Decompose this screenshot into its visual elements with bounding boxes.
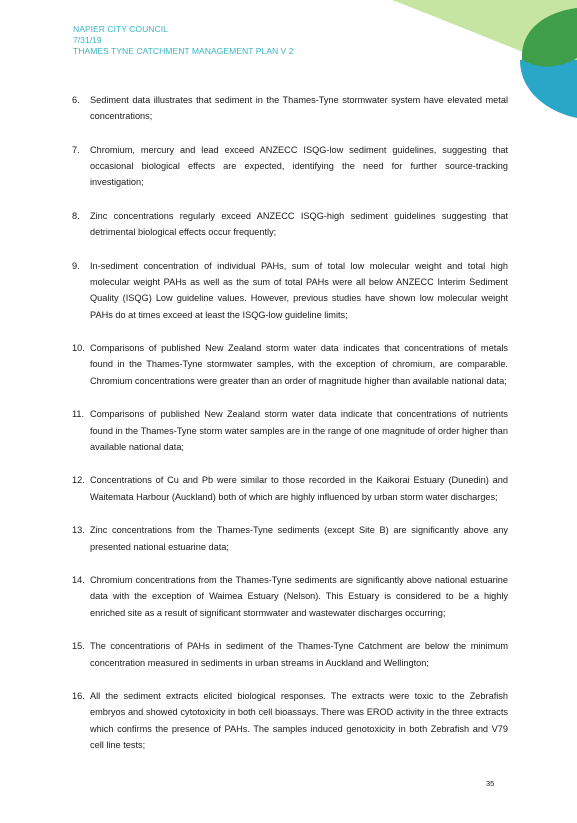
item-number: 14.	[72, 575, 85, 586]
item-text: Zinc concentrations from the Thames-Tyne sediments (except Site B) are significantly above any presented national estuarine data;	[90, 525, 508, 552]
item-text: Chromium concentrations from the Thames-Tyne sediments are significantly above national estuarine data with the exception of Waimea Estuary (Nelson). This Estuary is considered to be a highly enriched site as a result of significant stormwater and wastewater discharges occurring;	[90, 575, 508, 618]
document-title: THAMES TYNE CATCHMENT MANAGEMENT PLAN V 2	[73, 46, 294, 56]
blue-shape	[520, 58, 577, 118]
item-text: Comparisons of published New Zealand storm water data indicate that concentrations of nutrients found in the Thames-Tyne storm water samples are in the range of one magnitude of order higher than available national data;	[90, 409, 508, 452]
list-item	[72, 522, 508, 554]
light-green-shape	[392, 0, 577, 72]
list-item	[72, 258, 508, 323]
item-text: Sediment data illustrates that sediment in the Thames-Tyne stormwater system have elevated metal concentrations;	[90, 95, 508, 122]
org-name: NAPIER CITY COUNCIL	[73, 24, 168, 34]
item-number: 11.	[72, 409, 85, 420]
item-text: In-sediment concentration of individual PAHs, sum of total low molecular weight and total high molecular weight PAHs as well as the sum of total PAHs were all below ANZECC Interim Sediment Quality (ISQG) Low guideline values. However, previous studies have shown low molecular weight PAHs do at times exceed at least the ISQG-low guideline limits;	[90, 260, 508, 320]
document-header	[73, 24, 293, 57]
item-text: Comparisons of published New Zealand storm water data indicates that concentrations of metals found in the Thames-Tyne stormwater samples, with the exception of chromium, are comparable. Chromium concentrations were greater than an order of magnitude higher than available national data;	[90, 343, 508, 386]
list-item	[72, 472, 508, 504]
list-item	[72, 688, 508, 753]
item-number: 6.	[72, 95, 80, 105]
item-number: 15.	[72, 641, 85, 652]
document-date: 7/31/19	[73, 35, 102, 45]
item-number: 16.	[72, 691, 85, 702]
list-item	[72, 340, 508, 389]
item-number: 10.	[72, 343, 85, 354]
page-number: 35	[486, 779, 495, 788]
item-number: 12.	[72, 475, 85, 486]
list-item	[72, 638, 508, 670]
item-text: All the sediment extracts elicited biological responses. The extracts were toxic to the Zebrafish embryos and showed cytotoxicity in both cell bioassays. There was EROD activity in the three extracts which confirms the presence of PAHs. The samples induced genotoxicity in both Zebrafish and V79 cell line tests;	[90, 691, 508, 750]
list-item	[72, 142, 508, 191]
item-number: 7.	[72, 144, 80, 155]
list-item	[72, 406, 508, 455]
list-item	[72, 572, 508, 621]
item-text: Concentrations of Cu and Pb were similar to those recorded in the Kaikorai Estuary (Dunedin) and Waitemata Harbour (Auckland) both of which are highly influenced by urban storm water discharges;	[90, 475, 508, 502]
item-number: 8.	[72, 211, 80, 222]
green-leaf-shape	[522, 8, 577, 67]
list-item	[72, 208, 508, 240]
item-number: 13.	[72, 525, 85, 536]
item-text: Chromium, mercury and lead exceed ANZECC ISQG-low sediment guidelines, suggesting that occasional biological effects are expected, identifying the need for further source-tracking investigation;	[90, 144, 508, 188]
findings-list	[72, 92, 508, 771]
list-item	[72, 92, 508, 124]
item-number: 9.	[72, 260, 80, 271]
item-text: The concentrations of PAHs in sediment of the Thames-Tyne Catchment are below the minimum concentration measured in sediments in urban streams in Auckland and Wellington;	[90, 641, 508, 668]
item-text: Zinc concentrations regularly exceed ANZECC ISQG-high sediment guidelines suggesting that detrimental biological effects occur frequently;	[90, 211, 508, 238]
